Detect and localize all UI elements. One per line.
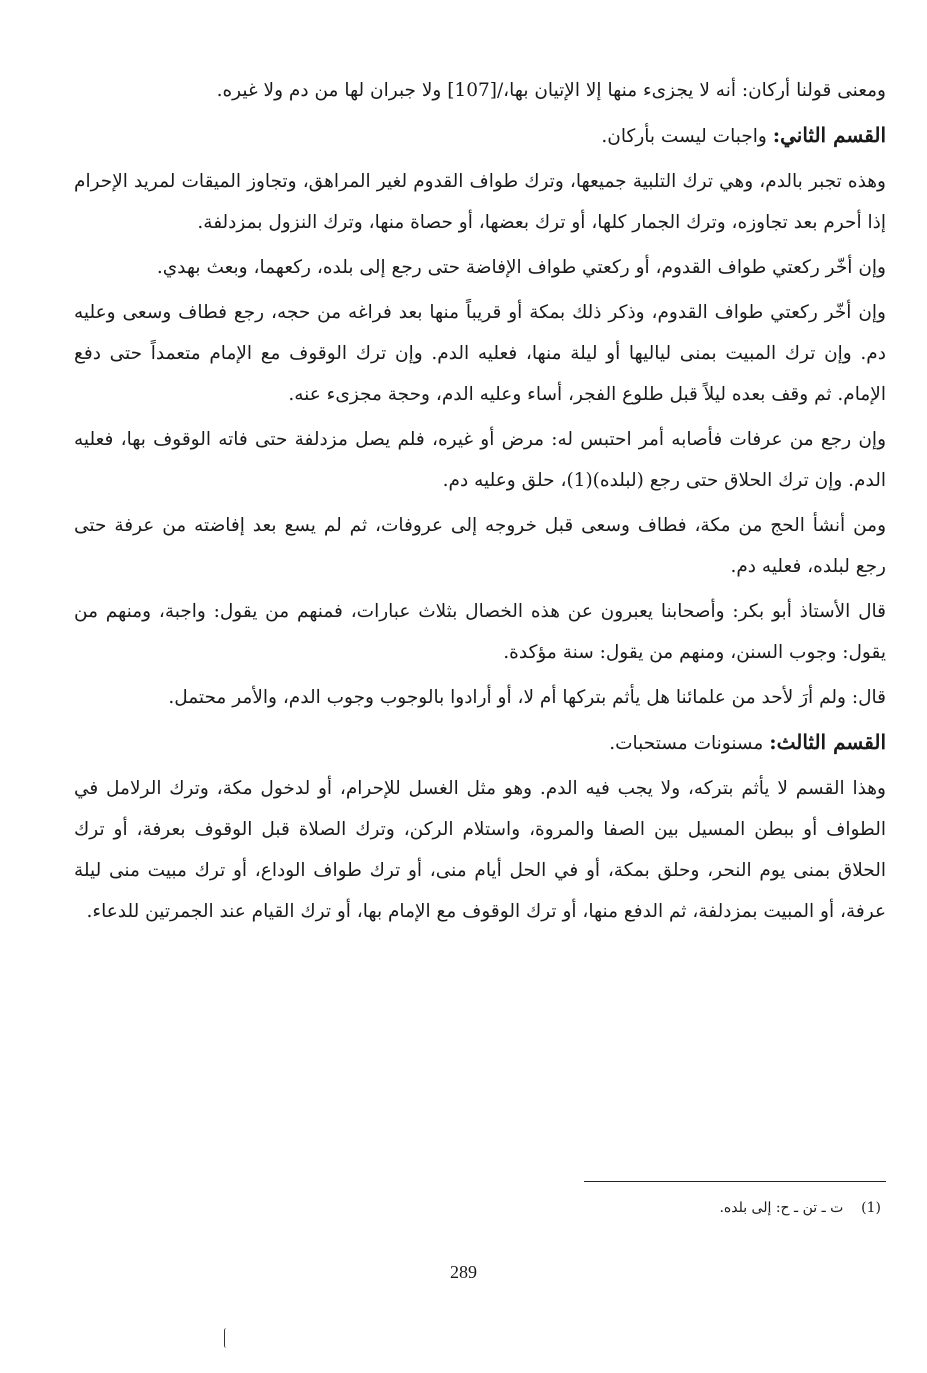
paragraph-11: وهذا القسم لا يأثم بتركه، ولا يجب فيه الدم. وهو مثل الغسل للإحرام، أو لدخول مكة، وترك الرلامل في الطواف أو ببطن المسيل بين الصفا والمروة، واستلام الركن، وترك الصلاة قبل الوقوف بعرفة، أو ترك الحلاق بمنى يوم النحر، وحلق بمكة، أو في الحل أيام منى، أو ترك طواف الوداع، أو ترك مبيت منى ليلة عرفة، أو المبيت بمزدلفة، ثم الدفع منها، أو ترك الوقوف مع الإمام بها، أو ترك القيام عند الجمرتين للدعاء. — [74, 778, 886, 922]
paragraph-9: قال: ولم أرَ لأحد من علمائنا هل يأثم بتركها أم لا، أو أرادوا بالوجوب وجوب الدم، والأمر محتمل. — [168, 687, 886, 708]
stray-pen-mark — [224, 1328, 229, 1348]
page-number: 289 — [450, 1262, 477, 1282]
footnote-marker: (1) — [861, 1200, 881, 1216]
paragraph-4: وإن أخّر ركعتي طواف القدوم، أو ركعتي طواف الإفاضة حتى رجع إلى بلده، ركعهما، وبعث بهدي. — [156, 257, 886, 278]
paragraph-8: قال الأستاذ أبو بكر: وأصحابنا يعبرون عن هذه الخصال بثلاث عبارات، فمنهم من يقول: واجبة، ومنهم من يقول: وجوب السنن، ومنهم من يقول: سنة مؤكدة. — [74, 601, 886, 663]
paragraph-7: ومن أنشأ الحج من مكة، فطاف وسعى قبل خروجه إلى عروفات، ثم لم يسع بعد إفاضته من عرفة حتى رجع لبلده، فعليه دم. — [74, 515, 886, 577]
section-heading-3 — [74, 722, 886, 764]
footnote — [719, 1198, 881, 1218]
footnote-text: ت ـ تن ـ ح: إلى بلده. — [719, 1200, 844, 1216]
paragraph-1: ومعنى قولنا أركان: أنه لا يجزىء منها إلا الإتيان بها،/[107] ولا جبران لها من دم ولا غيره. — [216, 80, 886, 101]
page-body — [74, 70, 886, 936]
section-heading-text: واجبات ليست بأركان. — [601, 126, 773, 147]
section-heading-2 — [74, 115, 886, 157]
section-heading-text: مسنونات مستحبات. — [609, 733, 770, 754]
paragraph-3: وهذه تجبر بالدم، وهي ترك التلبية جميعها، وترك طواف القدوم لغير المراهق، وتجاوز الميقات لمريد الإحرام إذا أحرم بعد تجاوزه، وترك الجمار كلها، أو ترك بعضها، أو حصاة منها، وترك النزول بمزدلفة. — [74, 171, 886, 233]
paragraph-6: وإن رجع من عرفات فأصابه أمر احتبس له: مرض أو غيره، فلم يصل مزدلفة حتى فاته الوقوف بها، فعليه الدم. وإن ترك الحلاق حتى رجع (لبلده)(1)، حلق وعليه دم. — [74, 429, 886, 491]
footnote-divider — [584, 1181, 886, 1182]
section-heading-label: القسم الثالث: — [769, 730, 886, 754]
paragraph-5: وإن أخّر ركعتي طواف القدوم، وذكر ذلك بمكة أو قريباً منها بعد فراغه من حجه، رجع فطاف وسعى وعليه دم. وإن ترك المبيت بمنى لياليها أو ليلة منها، فعليه الدم. وإن ترك الوقوف مع الإمام متعمداً حتى دفع الإمام. ثم وقف بعده ليلاً قبل طلوع الفجر، أساء وعليه الدم، وحجة مجزىء عنه. — [74, 302, 886, 405]
section-heading-label: القسم الثاني: — [772, 123, 886, 147]
